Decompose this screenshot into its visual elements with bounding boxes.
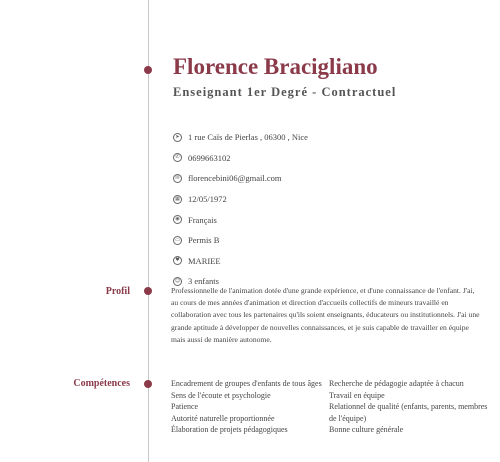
job-title: Enseignant 1er Degré - Contractuel <box>173 85 397 99</box>
contact-birthdate-text: 12/05/1972 <box>188 194 227 205</box>
competences-left-column <box>171 378 329 436</box>
contact-email-text: florencebini06@gmail.com <box>188 173 282 184</box>
contact-language-text: Français <box>188 214 217 225</box>
email-icon: ✉ <box>173 174 182 183</box>
calendar-icon: ▦ <box>173 195 182 204</box>
contact-license-text: Permis B <box>188 235 220 246</box>
skill-item: Patience <box>171 402 199 412</box>
phone-icon: ✆ <box>173 153 182 162</box>
profil-heading: Profil <box>105 286 130 297</box>
marital-status-icon: ♥ <box>173 256 182 265</box>
contact-license <box>173 230 308 251</box>
competences-grid <box>171 378 491 436</box>
contact-marital-status <box>173 251 308 272</box>
skill-item: Relationnel de qualité (enfants, parents, membres de l'équipe) <box>329 402 488 423</box>
skill-item: Autorité naturelle proportionnée <box>171 413 275 423</box>
candidate-name: Florence Bracigliano <box>173 54 378 79</box>
location-icon: ➤ <box>173 133 182 142</box>
contact-list <box>173 127 308 292</box>
language-icon: ◉ <box>173 215 182 224</box>
contact-birthdate <box>173 189 308 210</box>
competences-heading: Compétences <box>73 378 130 389</box>
contact-address-text: 1 rue Caïs de Pierlas , 06300 , Nice <box>188 132 308 143</box>
skill-item: Sens de l'écoute et psychologie <box>171 390 271 400</box>
contact-email <box>173 168 308 189</box>
contact-language <box>173 209 308 230</box>
contact-phone <box>173 148 308 169</box>
skill-item: Encadrement de groupes d'enfants de tous âges <box>171 379 322 388</box>
license-icon: ▭ <box>173 236 182 245</box>
contact-address <box>173 127 308 148</box>
profil-timeline-dot <box>144 287 152 295</box>
skill-item: Élaboration de projets pédagogiques <box>171 425 288 435</box>
contact-marital-status-text: MARIEE <box>188 255 221 266</box>
profil-text: Professionnelle de l'animation dotée d'une grande expérience, et d'une connaissance de l'enfant. J'ai, au cours de mes années d'animation et direction d'accueils collectifs de mineurs travaillé en collaboration avec tous les partenaires qu'ils soient enseignants, éducateurs ou institutionnels. J'ai une grande aptitude à développer de nouvelles connaissances, et je suis capable de travailler en équipe mais aussi de manière autonome. <box>171 286 480 344</box>
skill-item: Bonne culture générale <box>329 425 404 435</box>
contact-children-text: 3 enfants <box>188 276 219 287</box>
children-icon: ☺ <box>174 277 181 284</box>
competences-right-column <box>329 378 489 436</box>
contact-phone-text: 0699663102 <box>188 152 231 163</box>
skill-item: Travail en équipe <box>329 390 385 400</box>
skill-item: Recherche de pédagogie adaptée à chacun <box>329 379 464 388</box>
name-timeline-dot <box>144 66 152 74</box>
competences-timeline-dot <box>144 380 152 388</box>
